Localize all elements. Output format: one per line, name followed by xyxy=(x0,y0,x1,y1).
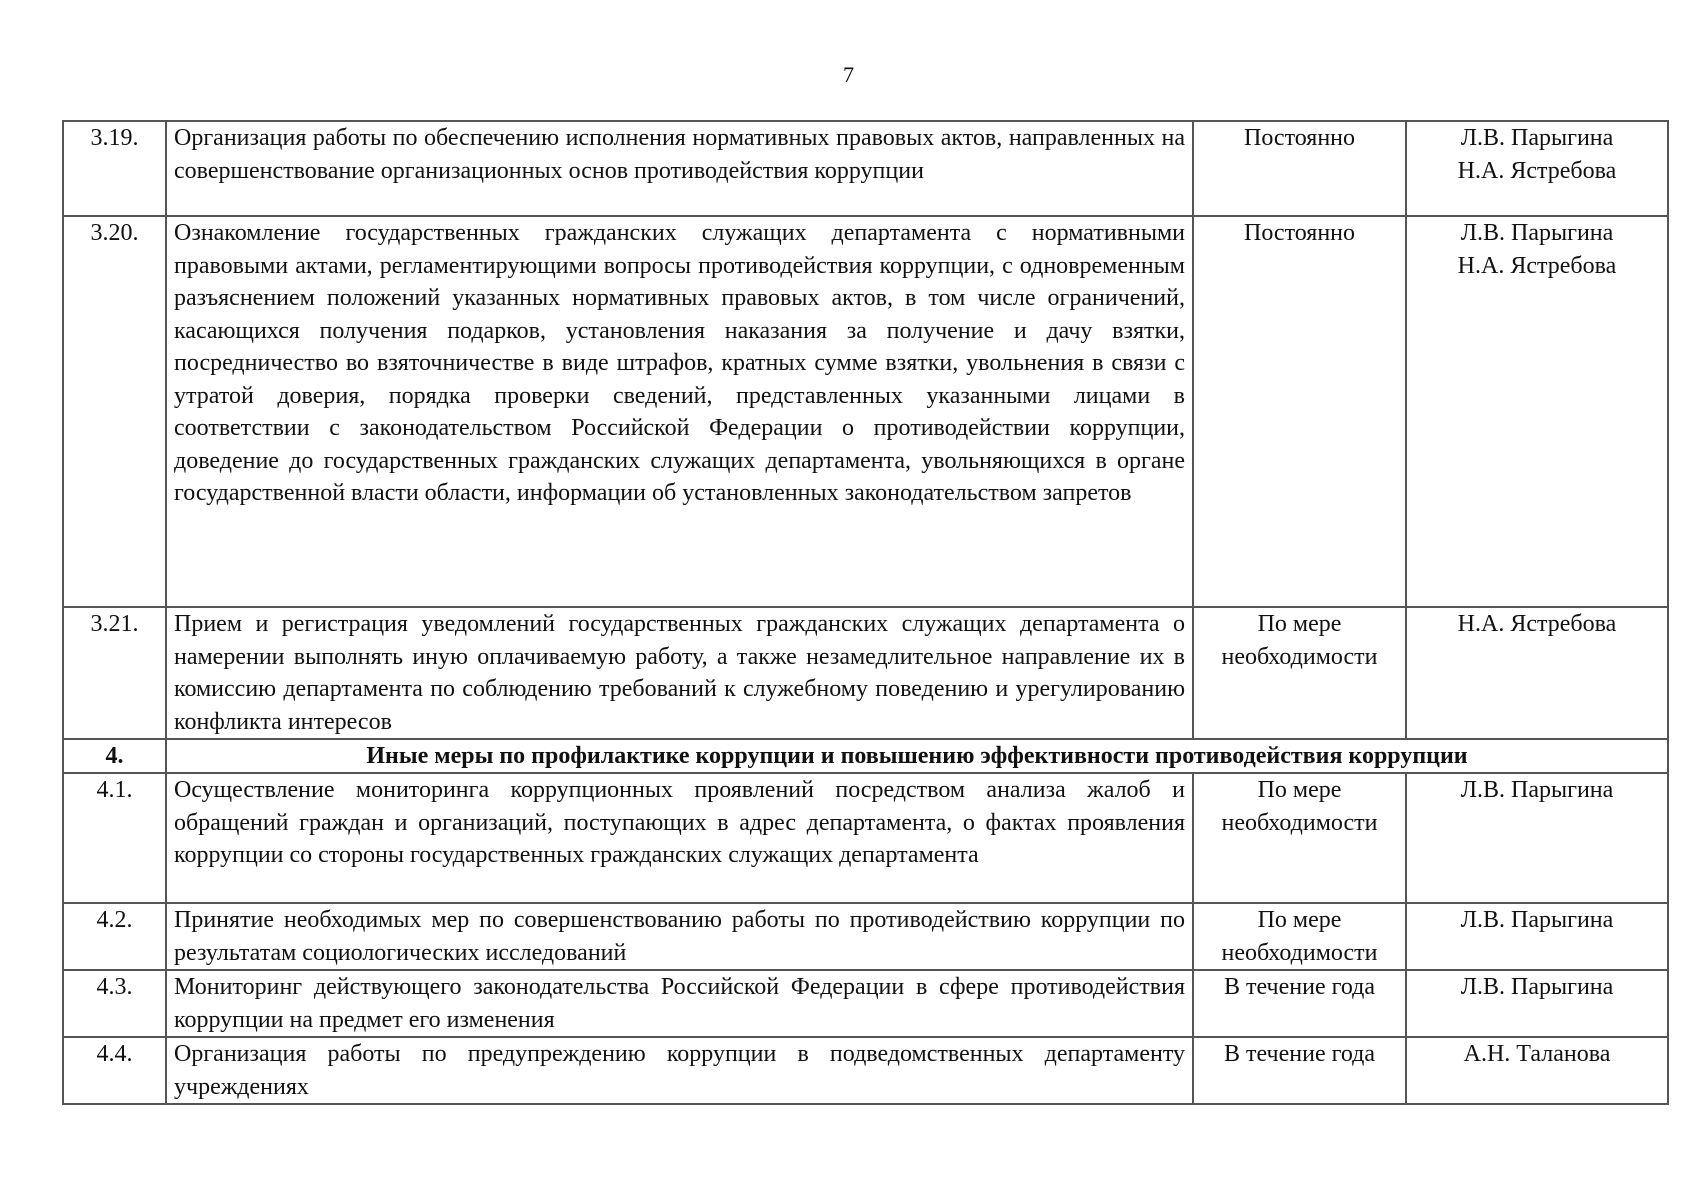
responsible-person: Н.А. Ястребова xyxy=(1457,252,1617,279)
section-header-row xyxy=(63,739,1668,773)
item-responsible xyxy=(1406,773,1668,903)
responsible-person: Н.А. Ястребова xyxy=(1457,611,1617,637)
item-number: 3.20. xyxy=(63,216,166,607)
section-title: Иные меры по профилактике коррупции и повышению эффективности противодействия коррупции xyxy=(166,739,1668,773)
table-row xyxy=(63,970,1668,1037)
item-number: 4.1. xyxy=(63,773,166,903)
item-number: 3.21. xyxy=(63,607,166,739)
item-responsible xyxy=(1406,903,1668,970)
item-description: Организация работы по обеспечению исполнения нормативных правовых актов, направленных на совершенствование организационных основ противодействия коррупции xyxy=(166,121,1193,216)
responsible-person: Н.А. Ястребова xyxy=(1457,157,1617,184)
item-term: В течение года xyxy=(1193,1037,1406,1104)
item-term: По мере необходимости xyxy=(1193,773,1406,903)
item-term: Постоянно xyxy=(1193,121,1406,216)
item-description: Организация работы по предупреждению коррупции в подведомственных департаменту учреждениях xyxy=(166,1037,1193,1104)
item-description: Ознакомление государственных гражданских служащих департамента с нормативными правовыми актами, регламентирующими вопросы противодействия коррупции, с одновременным разъяснением положений указанных нормативных правовых актов, в том числе ограничений, касающихся получения подарков, установления наказания за получение и дачу взятки, посредничество во взяточничестве в виде штрафов, кратных сумме взятки, увольнения в связи с утратой доверия, порядка проверки сведений, представленных указанными лицами в соответствии с законодательством Российской Федерации о противодействии коррупции, доведение до государственных гражданских служащих департамента, увольняющихся в органе государственной власти области, информации об установленных законодательством запретов xyxy=(166,216,1193,607)
item-description: Осуществление мониторинга коррупционных проявлений посредством анализа жалоб и обращений граждан и организаций, поступающих в адрес департамента, о фактах проявления коррупции со стороны государственных гражданских служащих департамента xyxy=(166,773,1193,903)
table-row xyxy=(63,903,1668,970)
responsible-person: Л.В. Парыгина xyxy=(1460,907,1614,933)
table-row xyxy=(63,1037,1668,1104)
item-term: Постоянно xyxy=(1193,216,1406,607)
table-row xyxy=(63,121,1668,216)
item-responsible xyxy=(1406,607,1668,739)
item-number: 4.2. xyxy=(63,903,166,970)
measures-table xyxy=(62,120,1669,1105)
item-term: По мере необходимости xyxy=(1193,903,1406,970)
item-number: 4.4. xyxy=(63,1037,166,1104)
item-term: По мере необходимости xyxy=(1193,607,1406,739)
item-description: Мониторинг действующего законодательства Российской Федерации в сфере противодействия коррупции на предмет его изменения xyxy=(166,970,1193,1037)
table-row xyxy=(63,216,1668,607)
item-responsible xyxy=(1406,970,1668,1037)
responsible-person: Л.В. Парыгина xyxy=(1460,974,1614,1000)
responsible-person: А.Н. Таланова xyxy=(1463,1041,1611,1067)
item-number: 3.19. xyxy=(63,121,166,216)
section-number: 4. xyxy=(63,739,166,773)
table-row xyxy=(63,607,1668,739)
item-description: Прием и регистрация уведомлений государственных гражданских служащих департамента о намерении выполнять иную оплачиваемую работу, а также незамедлительное направление их в комиссию департамента по соблюдению требований к служебному поведению и урегулированию конфликта интересов xyxy=(166,607,1193,739)
table-row xyxy=(63,773,1668,903)
item-description: Принятие необходимых мер по совершенствованию работы по противодействию коррупции по результатам социологических исследований xyxy=(166,903,1193,970)
item-number: 4.3. xyxy=(63,970,166,1037)
item-term: В течение года xyxy=(1193,970,1406,1037)
responsible-person: Л.В. Парыгина xyxy=(1460,125,1614,151)
responsible-person: Л.В. Парыгина xyxy=(1460,220,1614,246)
responsible-person: Л.В. Парыгина xyxy=(1460,777,1614,803)
page-number: 7 xyxy=(843,62,854,87)
item-responsible xyxy=(1406,216,1668,607)
item-responsible xyxy=(1406,121,1668,216)
item-responsible xyxy=(1406,1037,1668,1104)
